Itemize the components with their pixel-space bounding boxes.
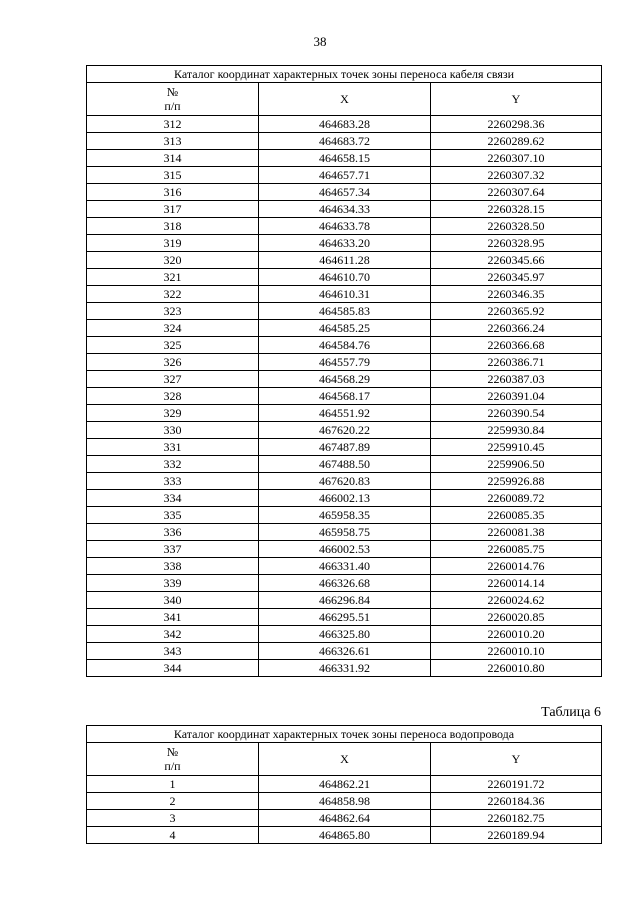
cell-x: 464585.25 bbox=[259, 320, 431, 337]
cell-number: 320 bbox=[87, 252, 259, 269]
cell-x: 464551.92 bbox=[259, 405, 431, 422]
table-row bbox=[87, 320, 602, 337]
table-row bbox=[87, 793, 602, 810]
cell-x: 464865.80 bbox=[259, 827, 431, 844]
cell-x: 466002.53 bbox=[259, 541, 431, 558]
table-label: Таблица 6 bbox=[541, 705, 601, 720]
table-row bbox=[87, 810, 602, 827]
cell-x: 464610.70 bbox=[259, 269, 431, 286]
cell-x: 464683.72 bbox=[259, 133, 431, 150]
cell-y: 2260014.14 bbox=[431, 575, 602, 592]
table-row bbox=[87, 524, 602, 541]
table-row bbox=[87, 827, 602, 844]
cell-number: 321 bbox=[87, 269, 259, 286]
table-row bbox=[87, 776, 602, 793]
table-row bbox=[87, 184, 602, 201]
table-row bbox=[87, 643, 602, 660]
cell-x: 465958.75 bbox=[259, 524, 431, 541]
cell-x: 464658.15 bbox=[259, 150, 431, 167]
coordinates-table-cable bbox=[86, 65, 602, 677]
cell-x: 465958.35 bbox=[259, 507, 431, 524]
cell-number: 343 bbox=[87, 643, 259, 660]
cell-number: 317 bbox=[87, 201, 259, 218]
column-header-x: X bbox=[259, 83, 431, 116]
cell-x: 467620.83 bbox=[259, 473, 431, 490]
cell-y: 2260184.36 bbox=[431, 793, 602, 810]
table-row bbox=[87, 303, 602, 320]
table-row bbox=[87, 133, 602, 150]
table-row bbox=[87, 422, 602, 439]
cell-x: 464862.21 bbox=[259, 776, 431, 793]
cell-number: 318 bbox=[87, 218, 259, 235]
table-row bbox=[87, 201, 602, 218]
cell-number: 333 bbox=[87, 473, 259, 490]
cell-x: 466326.68 bbox=[259, 575, 431, 592]
cell-number: 313 bbox=[87, 133, 259, 150]
cell-x: 464557.79 bbox=[259, 354, 431, 371]
cell-y: 2260081.38 bbox=[431, 524, 602, 541]
cell-number: 4 bbox=[87, 827, 259, 844]
cell-number: 340 bbox=[87, 592, 259, 609]
cell-number: 338 bbox=[87, 558, 259, 575]
table-row bbox=[87, 405, 602, 422]
cell-y: 2260307.10 bbox=[431, 150, 602, 167]
cell-y: 2260328.15 bbox=[431, 201, 602, 218]
cell-x: 464858.98 bbox=[259, 793, 431, 810]
cell-y: 2260307.64 bbox=[431, 184, 602, 201]
cell-y: 2259926.88 bbox=[431, 473, 602, 490]
cell-x: 464611.28 bbox=[259, 252, 431, 269]
table-row bbox=[87, 150, 602, 167]
cell-y: 2260020.85 bbox=[431, 609, 602, 626]
cell-number: 322 bbox=[87, 286, 259, 303]
cell-y: 2260307.32 bbox=[431, 167, 602, 184]
table-row bbox=[87, 235, 602, 252]
cell-number: 341 bbox=[87, 609, 259, 626]
column-header-y: Y bbox=[431, 83, 602, 116]
cell-number: 312 bbox=[87, 116, 259, 133]
cell-number: 1 bbox=[87, 776, 259, 793]
cell-x: 466331.40 bbox=[259, 558, 431, 575]
cell-y: 2260089.72 bbox=[431, 490, 602, 507]
column-header-number: № п/п bbox=[87, 83, 259, 116]
cell-x: 466295.51 bbox=[259, 609, 431, 626]
cell-y: 2260328.50 bbox=[431, 218, 602, 235]
cell-y: 2260387.03 bbox=[431, 371, 602, 388]
table-row bbox=[87, 269, 602, 286]
cell-x: 467620.22 bbox=[259, 422, 431, 439]
table-caption: Каталог координат характерных точек зоны переноса кабеля связи bbox=[87, 66, 602, 83]
cell-x: 464657.71 bbox=[259, 167, 431, 184]
column-header-y: Y bbox=[431, 743, 602, 776]
cell-number: 334 bbox=[87, 490, 259, 507]
cell-x: 464633.78 bbox=[259, 218, 431, 235]
cell-number: 323 bbox=[87, 303, 259, 320]
cell-x: 466331.92 bbox=[259, 660, 431, 677]
cell-y: 2260024.62 bbox=[431, 592, 602, 609]
cell-y: 2260328.95 bbox=[431, 235, 602, 252]
table-row bbox=[87, 116, 602, 133]
cell-y: 2260085.35 bbox=[431, 507, 602, 524]
cell-x: 466002.13 bbox=[259, 490, 431, 507]
table-row bbox=[87, 558, 602, 575]
cell-y: 2260010.80 bbox=[431, 660, 602, 677]
table-caption: Каталог координат характерных точек зоны переноса водопровода bbox=[87, 726, 602, 743]
table-row bbox=[87, 167, 602, 184]
cell-x: 464633.20 bbox=[259, 235, 431, 252]
cell-x: 464584.76 bbox=[259, 337, 431, 354]
cell-number: 328 bbox=[87, 388, 259, 405]
cell-y: 2260345.66 bbox=[431, 252, 602, 269]
cell-number: 332 bbox=[87, 456, 259, 473]
cell-number: 329 bbox=[87, 405, 259, 422]
cell-x: 464610.31 bbox=[259, 286, 431, 303]
cell-x: 466296.84 bbox=[259, 592, 431, 609]
cell-number: 339 bbox=[87, 575, 259, 592]
cell-number: 314 bbox=[87, 150, 259, 167]
table-row bbox=[87, 439, 602, 456]
table-row bbox=[87, 575, 602, 592]
table-row bbox=[87, 473, 602, 490]
cell-number: 327 bbox=[87, 371, 259, 388]
cell-number: 337 bbox=[87, 541, 259, 558]
table-row bbox=[87, 286, 602, 303]
cell-number: 330 bbox=[87, 422, 259, 439]
cell-y: 2260289.62 bbox=[431, 133, 602, 150]
cell-number: 344 bbox=[87, 660, 259, 677]
cell-number: 342 bbox=[87, 626, 259, 643]
table-row bbox=[87, 218, 602, 235]
cell-y: 2260345.97 bbox=[431, 269, 602, 286]
cell-number: 324 bbox=[87, 320, 259, 337]
table-row bbox=[87, 456, 602, 473]
cell-number: 331 bbox=[87, 439, 259, 456]
cell-x: 464585.83 bbox=[259, 303, 431, 320]
table-row bbox=[87, 507, 602, 524]
cell-y: 2260189.94 bbox=[431, 827, 602, 844]
table-row bbox=[87, 626, 602, 643]
cell-number: 2 bbox=[87, 793, 259, 810]
cell-x: 466325.80 bbox=[259, 626, 431, 643]
page-number: 38 bbox=[313, 34, 327, 49]
cell-x: 464657.34 bbox=[259, 184, 431, 201]
cell-number: 319 bbox=[87, 235, 259, 252]
cell-x: 467487.89 bbox=[259, 439, 431, 456]
table-row bbox=[87, 660, 602, 677]
column-header-number: № п/п bbox=[87, 743, 259, 776]
cell-number: 335 bbox=[87, 507, 259, 524]
table-row bbox=[87, 490, 602, 507]
table-row bbox=[87, 337, 602, 354]
cell-y: 2260010.10 bbox=[431, 643, 602, 660]
cell-y: 2260010.20 bbox=[431, 626, 602, 643]
table-row bbox=[87, 609, 602, 626]
cell-number: 3 bbox=[87, 810, 259, 827]
cell-y: 2259906.50 bbox=[431, 456, 602, 473]
table-row bbox=[87, 371, 602, 388]
cell-number: 326 bbox=[87, 354, 259, 371]
table-row bbox=[87, 388, 602, 405]
cell-y: 2260391.04 bbox=[431, 388, 602, 405]
cell-x: 464568.17 bbox=[259, 388, 431, 405]
column-header-x: X bbox=[259, 743, 431, 776]
cell-y: 2260014.76 bbox=[431, 558, 602, 575]
cell-x: 464568.29 bbox=[259, 371, 431, 388]
cell-y: 2260386.71 bbox=[431, 354, 602, 371]
coordinates-table-water-pipe bbox=[86, 725, 602, 844]
table-row bbox=[87, 354, 602, 371]
table-row bbox=[87, 592, 602, 609]
cell-y: 2260366.68 bbox=[431, 337, 602, 354]
cell-y: 2260182.75 bbox=[431, 810, 602, 827]
cell-x: 466326.61 bbox=[259, 643, 431, 660]
cell-x: 464862.64 bbox=[259, 810, 431, 827]
cell-number: 315 bbox=[87, 167, 259, 184]
cell-number: 316 bbox=[87, 184, 259, 201]
cell-x: 464634.33 bbox=[259, 201, 431, 218]
cell-number: 325 bbox=[87, 337, 259, 354]
cell-y: 2260366.24 bbox=[431, 320, 602, 337]
cell-x: 467488.50 bbox=[259, 456, 431, 473]
cell-y: 2259910.45 bbox=[431, 439, 602, 456]
cell-y: 2260085.75 bbox=[431, 541, 602, 558]
cell-y: 2260365.92 bbox=[431, 303, 602, 320]
cell-x: 464683.28 bbox=[259, 116, 431, 133]
cell-number: 336 bbox=[87, 524, 259, 541]
cell-y: 2260191.72 bbox=[431, 776, 602, 793]
cell-y: 2259930.84 bbox=[431, 422, 602, 439]
cell-y: 2260346.35 bbox=[431, 286, 602, 303]
cell-y: 2260390.54 bbox=[431, 405, 602, 422]
table-row bbox=[87, 541, 602, 558]
table-row bbox=[87, 252, 602, 269]
cell-y: 2260298.36 bbox=[431, 116, 602, 133]
